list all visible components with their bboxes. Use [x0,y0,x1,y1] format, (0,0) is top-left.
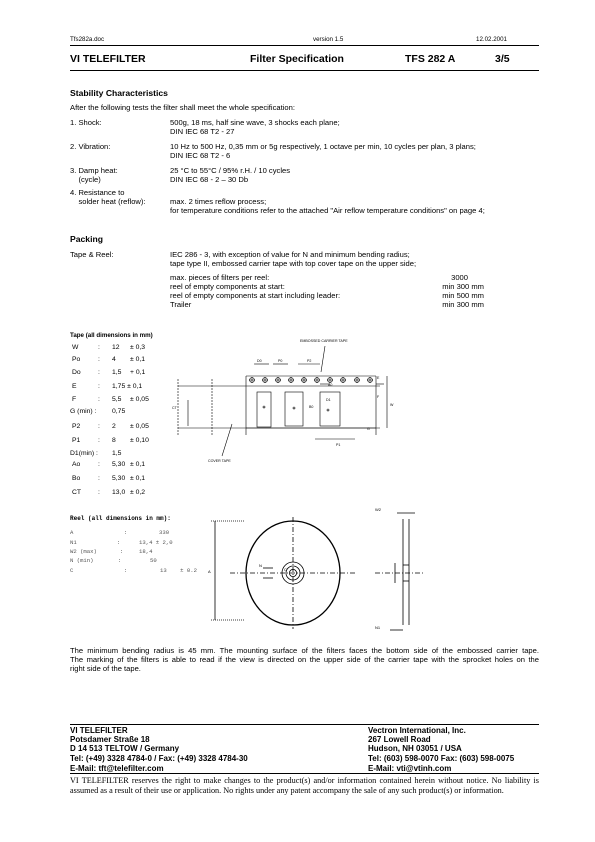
disclaimer-line: assumed as a result of their use or application. No rights under any patent accompany the sale of any such product(s) or information. [70,786,504,795]
test-text: for temperature conditions refer to the attached "Air reflow temperature conditions" on page 4; [170,206,485,215]
packing-line: tape type II, embossed carrier tape with top cover tape on the upper side; [170,259,417,268]
reel-dim-name: C [70,567,74,574]
tape-dim-tolerance: ± 0,3 [130,344,146,351]
reel-dim-sep: : [120,548,124,555]
packing-heading: Packing [70,234,103,244]
tape-dim-tolerance: ± 0,05 [130,396,149,403]
tape-dim-name: D1(min) : [70,450,98,457]
test-text: DIN IEC 68 - 2 – 30 Db [170,175,249,184]
reel-dim-name: N (min) [70,557,94,564]
reel-dim-value: 330 [159,529,170,536]
embossed-tape-label: EMBOSSED CARRIER TAPE [300,339,348,343]
page-number: 3/5 [495,53,510,65]
doc-date: 12.02.2001 [476,36,507,43]
tape-dim-sep: : [98,344,100,351]
tape-dim-tolerance: ± 0,2 [130,489,146,496]
tape-dim-sep: : [98,423,100,430]
test-text: 10 Hz to 500 Hz, 0,35 mm or 5g respectively, 1 octave per min, 10 cycles per plan, 3 plans; [170,142,476,151]
company-name: VI TELEFILTER [70,53,146,65]
tape-dim-value: 1,5 [112,369,122,376]
tape-dim-name: E [72,383,77,390]
footer-right-email: E-Mail: vti@vtinh.com [368,764,452,773]
note-paragraph: The minimum bending radius is 45 mm. The mounting surface of the filters faces the bottom side of the embossed carrier tape. [70,646,539,655]
footer-rule-bottom [70,773,539,774]
tape-dims-heading: Tape (all dimensions in mm) [70,332,153,339]
d0-label: D0 [257,359,262,363]
cover-tape-label: COVER TAPE [208,459,231,463]
tape-dim-name: CT [72,489,82,496]
reel-dim-name: N1 [70,539,77,546]
test-text: DIN IEC 68 T2 - 27 [170,127,235,136]
reel-dim-name: W2 (max) [70,548,97,555]
tape-dim-sep: : [98,369,100,376]
tape-dim-value: 5,30 [112,475,126,482]
footer-right-line: 267 Lowell Road [368,735,431,744]
packing-spec-name: reel of empty components at start including leader: [170,291,341,300]
tape-dim-sep: : [98,475,100,482]
reel-dim-value: 18,4 [139,548,153,555]
test-text: max. 2 times reflow process; [170,197,267,206]
p1-label: P1 [336,443,341,447]
packing-spec-name: Trailer [170,300,192,309]
version-label: version 1.5 [313,36,344,43]
reel-dim-sep: : [124,529,128,536]
tape-dim-value: 8 [112,437,116,444]
packing-spec-value: min 300 mm [442,282,484,291]
reel-c-label: C [284,567,287,572]
tape-dim-name: Do [72,369,81,376]
tape-dim-sep: : [98,356,100,363]
test-text: 500g, 18 ms, half sine wave, 3 shocks each plane; [170,118,340,127]
footer-rule-top [70,724,539,725]
reel-drawing [205,505,440,640]
tape-dim-name: P1 [72,437,81,444]
packing-spec-value: 3000 [451,273,468,282]
footer-left-line: VI TELEFILTER [70,726,128,735]
w-label: W [390,403,394,407]
tape-dim-name: Bo [72,475,81,482]
test-label: 2. Vibration: [70,142,111,151]
tape-dim-tolerance: ± 0,10 [130,437,149,444]
reel-w2-label: W2 [375,507,381,512]
tape-reel-label: Tape & Reel: [70,250,114,259]
test-label: 4. Resistance to [70,188,125,197]
tape-dim-name: F [72,396,77,403]
ct-label: CT [172,406,177,410]
packing-spec-name: reel of empty components at start: [170,282,285,291]
reel-dim-value: 50 [150,557,157,564]
footer-left-line: Potsdamer Straße 18 [70,735,150,744]
stability-heading: Stability Characteristics [70,88,168,98]
tape-dim-name: G (min) : [70,408,97,415]
footer-right-line: Tel: (603) 598-0070 Fax: (603) 598-0075 [368,754,515,763]
footer-left-email: E-Mail: tft@telefilter.com [70,764,164,773]
reel-a-label: A [208,569,211,574]
test-label: (cycle) [70,175,101,184]
packing-line: IEC 286 - 3, with exception of value for N and minimum bending radius; [170,250,410,259]
tape-dim-name: P2 [72,423,81,430]
tape-dim-name: Ao [72,461,81,468]
tape-dim-value: 13,0 [112,489,126,496]
tape-dim-tolerance: ± 0,1 [130,356,146,363]
p0-label: P0 [278,359,283,363]
header-rule-top [70,45,539,46]
note-paragraph: right side of the tape. [70,664,141,673]
tape-dim-tolerance: + 0,1 [130,369,146,376]
reel-n1-label: N1 [375,625,381,630]
tape-dim-sep: : [98,396,100,403]
tape-dim-value: 1,75 ± 0,1 [112,383,143,390]
reel-dim-name: A [70,529,74,536]
tape-dim-sep: : [98,437,100,444]
packing-spec-value: min 300 mm [442,300,484,309]
tape-dim-sep: : [98,461,100,468]
file-name: Tfs282a.doc [70,36,105,43]
footer-right-line: Hudson, NH 03051 / USA [368,744,462,753]
reel-dims-heading: Reel (all dimensions in mm): [70,515,171,522]
tape-dim-tolerance: ± 0,1 [130,475,146,482]
tape-dim-sep: : [98,383,100,390]
tape-dim-value: 5,5 [112,396,122,403]
tape-dim-name: W [72,344,79,351]
footer-right-line: Vectron International, Inc. [368,726,466,735]
f-label: F [377,395,380,399]
note-paragraph: The marking of the filters is able to read if the view is directed on the upper side of the carrier tape with the sprocket holes on the [70,655,539,664]
b0-label: B0 [309,405,314,409]
g-label: G [367,427,370,431]
reel-dim-sep: : [124,567,128,574]
reel-dim-value: 13,4 ± 2,0 [139,539,173,546]
test-text: DIN IEC 68 T2 - 6 [170,151,231,160]
footer-left-line: Tel: (+49) 3328 4784-0 / Fax: (+49) 3328 4784-30 [70,754,248,763]
reel-dim-value: 13 ± 0.2 [160,567,197,574]
test-text: 25 °C to 55°C / 95% r.H. / 10 cycles [170,166,291,175]
tape-dim-tolerance: ± 0,1 [130,461,146,468]
tape-dim-value: 2 [112,423,116,430]
tape-dim-tolerance: ± 0,05 [130,423,149,430]
e-label: E [377,376,380,380]
packing-spec-value: min 500 mm [442,291,484,300]
reel-dim-sep: : [118,557,122,564]
tape-dim-value: 1,5 [112,450,122,457]
test-label: 1. Shock: [70,118,102,127]
reel-dim-sep: : [117,539,121,546]
tape-dim-value: 0,75 [112,408,126,415]
stability-intro: After the following tests the filter shall meet the whole specification: [70,103,295,112]
test-label: solder heat (reflow): [70,197,146,206]
tape-drawing [170,336,400,471]
reel-n-label: N [259,563,262,568]
footer-left-line: D 14 513 TELTOW / Germany [70,744,180,753]
tape-dim-value: 4 [112,356,116,363]
a0-label: A0 [328,383,333,387]
part-number: TFS 282 A [405,53,456,65]
d1-label: D1 [326,398,331,402]
test-label: 3. Damp heat: [70,166,118,175]
header-rule-bottom [70,70,539,71]
packing-spec-name: max. pieces of filters per reel: [170,273,270,282]
tape-dim-name: Po [72,356,81,363]
tape-dim-value: 12 [112,344,120,351]
page-title: Filter Specification [250,53,344,65]
tape-dim-sep: : [98,489,100,496]
p2-label: P2 [307,359,312,363]
tape-dim-value: 5,30 [112,461,126,468]
disclaimer-line: VI TELEFILTER reserves the right to make changes to the product(s) and/or information contained herein without notice. No liability is [70,776,539,785]
